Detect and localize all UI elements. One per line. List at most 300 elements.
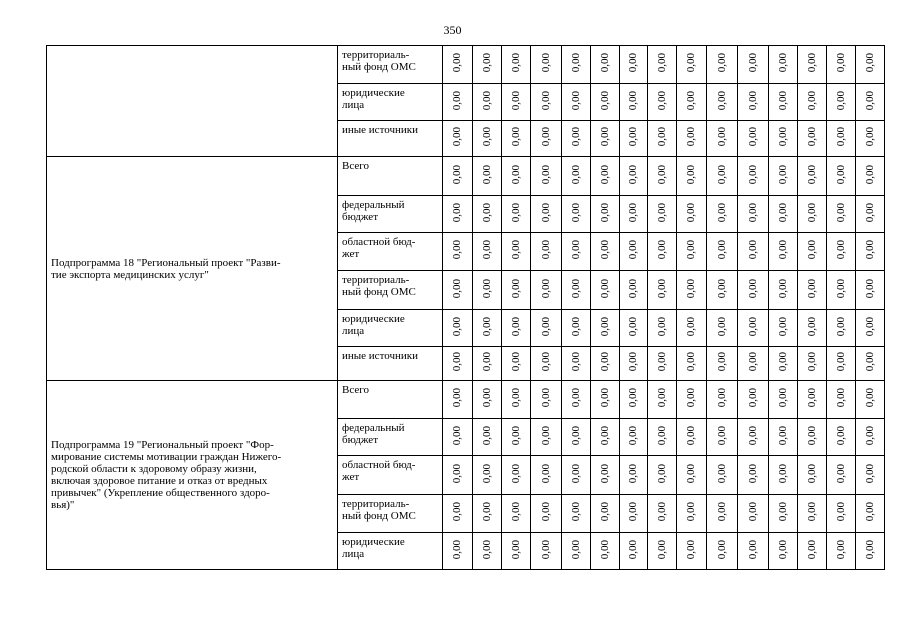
value-text: 0,00	[480, 316, 493, 337]
value-text: 0,00	[655, 53, 668, 73]
value-text: 0,00	[480, 202, 493, 223]
value-text: 0,00	[539, 202, 552, 223]
value-text: 0,00	[863, 316, 876, 337]
value-text: 0,00	[715, 316, 728, 337]
value-text: 0,00	[451, 202, 463, 223]
value-cell	[798, 419, 827, 456]
value-text: 0,00	[685, 502, 697, 522]
value-text: 0,00	[863, 425, 876, 446]
value-text: 0,00	[863, 502, 876, 522]
value-cell	[531, 310, 562, 347]
value-cell	[502, 419, 531, 456]
value-cell	[827, 121, 856, 157]
page-number: 350	[443, 23, 462, 37]
value-text: 0,00	[834, 278, 847, 299]
value-text: 0,00	[451, 316, 463, 337]
value-text: 0,00	[863, 53, 876, 73]
value-cell	[798, 121, 827, 157]
value-cell	[827, 381, 856, 419]
value-cell	[648, 84, 677, 121]
value-text: 0,00	[509, 53, 522, 73]
value-text: 0,00	[598, 502, 611, 522]
value-text: 0,00	[569, 425, 582, 446]
value-cell	[531, 157, 562, 196]
value-cell	[531, 84, 562, 121]
program-name-cell	[47, 46, 338, 157]
value-text: 0,00	[715, 90, 728, 111]
table-row	[47, 157, 885, 196]
value-text: 0,00	[509, 278, 522, 299]
value-cell	[677, 233, 707, 271]
value-text: 0,00	[805, 352, 818, 372]
value-cell	[738, 456, 769, 495]
value-text: 0,00	[509, 539, 522, 560]
value-text: 0,00	[834, 202, 847, 223]
value-cell	[502, 347, 531, 381]
value-text: 0,00	[715, 539, 728, 560]
value-text: 0,00	[509, 202, 522, 223]
value-text: 0,00	[655, 90, 668, 111]
value-cell	[707, 456, 738, 495]
program-name-cell: Подпрограмма 18 "Региональный проект "Разви- тие экспорта медицинских услуг"	[47, 157, 338, 381]
value-text: 0,00	[776, 463, 789, 484]
value-cell	[738, 196, 769, 233]
value-text: 0,00	[746, 90, 759, 111]
value-cell	[502, 233, 531, 271]
value-text: 0,00	[834, 127, 847, 147]
value-cell	[443, 310, 473, 347]
value-cell	[827, 310, 856, 347]
value-cell	[798, 233, 827, 271]
value-cell	[591, 347, 620, 381]
value-cell	[769, 233, 798, 271]
value-text: 0,00	[834, 164, 847, 185]
value-text: 0,00	[685, 240, 697, 260]
value-cell	[798, 495, 827, 533]
value-cell	[443, 157, 473, 196]
value-cell	[473, 381, 502, 419]
value-text: 0,00	[776, 90, 789, 111]
value-cell	[473, 196, 502, 233]
value-text: 0,00	[863, 240, 876, 260]
value-text: 0,00	[539, 463, 552, 484]
value-cell	[562, 495, 591, 533]
value-text: 0,00	[627, 278, 639, 299]
value-cell	[473, 456, 502, 495]
value-cell	[531, 495, 562, 533]
value-text: 0,00	[685, 53, 697, 73]
value-cell	[562, 121, 591, 157]
value-cell	[769, 419, 798, 456]
value-cell	[707, 121, 738, 157]
value-cell	[591, 456, 620, 495]
value-text: 0,00	[746, 502, 759, 522]
value-cell	[562, 533, 591, 570]
value-cell	[798, 196, 827, 233]
value-text: 0,00	[539, 164, 552, 185]
value-text: 0,00	[776, 388, 789, 408]
value-cell	[443, 495, 473, 533]
value-cell	[502, 46, 531, 84]
value-text: 0,00	[805, 539, 818, 560]
value-text: 0,00	[863, 202, 876, 223]
value-text: 0,00	[685, 463, 697, 484]
funding-source-cell: федеральный бюджет	[338, 419, 443, 456]
value-text: 0,00	[715, 463, 728, 484]
value-cell	[648, 233, 677, 271]
value-cell	[707, 495, 738, 533]
value-text: 0,00	[451, 53, 463, 73]
value-text: 0,00	[776, 425, 789, 446]
value-cell	[443, 347, 473, 381]
value-cell	[620, 495, 648, 533]
value-cell	[738, 233, 769, 271]
funding-source-cell: областной бюд- жет	[338, 456, 443, 495]
value-cell	[677, 271, 707, 310]
value-text: 0,00	[569, 240, 582, 260]
value-text: 0,00	[569, 388, 582, 408]
value-cell	[502, 495, 531, 533]
value-text: 0,00	[746, 202, 759, 223]
value-cell	[707, 271, 738, 310]
value-text: 0,00	[715, 388, 728, 408]
value-cell	[856, 121, 885, 157]
value-text: 0,00	[655, 502, 668, 522]
value-cell	[827, 271, 856, 310]
value-text: 0,00	[627, 202, 639, 223]
value-text: 0,00	[627, 463, 639, 484]
value-text: 0,00	[509, 388, 522, 408]
value-text: 0,00	[715, 278, 728, 299]
value-cell	[648, 196, 677, 233]
table-row	[47, 381, 885, 419]
value-cell	[677, 196, 707, 233]
funding-source-cell: Всего	[338, 381, 443, 419]
value-cell	[562, 196, 591, 233]
value-text: 0,00	[569, 127, 582, 147]
value-cell	[473, 84, 502, 121]
value-text: 0,00	[480, 53, 493, 73]
value-text: 0,00	[598, 463, 611, 484]
value-cell	[707, 347, 738, 381]
value-cell	[591, 121, 620, 157]
value-text: 0,00	[509, 425, 522, 446]
value-text: 0,00	[746, 127, 759, 147]
value-text: 0,00	[655, 127, 668, 147]
value-cell	[707, 419, 738, 456]
value-cell	[707, 46, 738, 84]
value-cell	[473, 121, 502, 157]
value-text: 0,00	[539, 539, 552, 560]
value-cell	[473, 271, 502, 310]
value-text: 0,00	[539, 388, 552, 408]
value-cell	[620, 46, 648, 84]
value-text: 0,00	[805, 278, 818, 299]
value-cell	[443, 196, 473, 233]
value-cell	[856, 84, 885, 121]
value-cell	[769, 157, 798, 196]
value-text: 0,00	[715, 425, 728, 446]
value-cell	[562, 84, 591, 121]
funding-source-cell: юридические лица	[338, 84, 443, 121]
funding-source-cell: областной бюд- жет	[338, 233, 443, 271]
value-cell	[798, 381, 827, 419]
value-text: 0,00	[746, 278, 759, 299]
value-text: 0,00	[569, 539, 582, 560]
value-cell	[443, 271, 473, 310]
value-text: 0,00	[655, 352, 668, 372]
value-cell	[591, 381, 620, 419]
value-text: 0,00	[480, 539, 493, 560]
value-cell	[798, 533, 827, 570]
value-cell	[648, 271, 677, 310]
value-cell	[827, 157, 856, 196]
value-text: 0,00	[715, 502, 728, 522]
value-cell	[648, 495, 677, 533]
value-cell	[591, 310, 620, 347]
value-text: 0,00	[655, 539, 668, 560]
value-text: 0,00	[655, 425, 668, 446]
value-text: 0,00	[863, 539, 876, 560]
value-cell	[677, 381, 707, 419]
value-text: 0,00	[509, 164, 522, 185]
value-text: 0,00	[451, 502, 463, 522]
value-text: 0,00	[655, 202, 668, 223]
value-text: 0,00	[539, 53, 552, 73]
value-cell	[856, 347, 885, 381]
value-text: 0,00	[685, 539, 697, 560]
value-cell	[856, 271, 885, 310]
value-cell	[827, 495, 856, 533]
value-text: 0,00	[627, 164, 639, 185]
value-cell	[677, 121, 707, 157]
value-text: 0,00	[834, 388, 847, 408]
value-cell	[591, 495, 620, 533]
value-cell	[620, 196, 648, 233]
value-text: 0,00	[627, 352, 639, 372]
value-text: 0,00	[746, 164, 759, 185]
table-row	[47, 46, 885, 84]
value-cell	[648, 419, 677, 456]
value-text: 0,00	[451, 127, 463, 147]
value-cell	[648, 121, 677, 157]
value-cell	[531, 381, 562, 419]
value-text: 0,00	[451, 539, 463, 560]
value-cell	[562, 381, 591, 419]
value-text: 0,00	[805, 316, 818, 337]
value-text: 0,00	[480, 90, 493, 111]
value-cell	[531, 419, 562, 456]
value-text: 0,00	[569, 502, 582, 522]
value-cell	[798, 84, 827, 121]
value-text: 0,00	[509, 127, 522, 147]
funding-source-cell: иные источники	[338, 347, 443, 381]
value-cell	[443, 233, 473, 271]
value-text: 0,00	[805, 463, 818, 484]
value-text: 0,00	[480, 164, 493, 185]
value-text: 0,00	[834, 539, 847, 560]
value-cell	[473, 347, 502, 381]
value-cell	[620, 84, 648, 121]
value-text: 0,00	[805, 240, 818, 260]
value-cell	[562, 157, 591, 196]
value-text: 0,00	[776, 539, 789, 560]
value-text: 0,00	[863, 127, 876, 147]
value-text: 0,00	[509, 240, 522, 260]
value-text: 0,00	[598, 127, 611, 147]
value-cell	[677, 495, 707, 533]
value-text: 0,00	[834, 53, 847, 73]
value-text: 0,00	[569, 202, 582, 223]
budget-table	[46, 45, 885, 570]
value-text: 0,00	[776, 240, 789, 260]
value-cell	[677, 419, 707, 456]
value-cell	[738, 347, 769, 381]
value-cell	[738, 381, 769, 419]
value-cell	[707, 157, 738, 196]
value-text: 0,00	[598, 352, 611, 372]
value-text: 0,00	[480, 388, 493, 408]
value-cell	[591, 533, 620, 570]
value-text: 0,00	[598, 539, 611, 560]
value-text: 0,00	[685, 127, 697, 147]
value-text: 0,00	[598, 90, 611, 111]
value-cell	[648, 157, 677, 196]
value-text: 0,00	[569, 164, 582, 185]
value-text: 0,00	[480, 425, 493, 446]
value-cell	[677, 157, 707, 196]
value-cell	[677, 310, 707, 347]
funding-source-cell: федеральный бюджет	[338, 196, 443, 233]
value-cell	[473, 310, 502, 347]
value-cell	[769, 196, 798, 233]
value-cell	[856, 381, 885, 419]
value-text: 0,00	[776, 127, 789, 147]
value-cell	[798, 310, 827, 347]
value-cell	[502, 533, 531, 570]
value-text: 0,00	[539, 425, 552, 446]
value-cell	[856, 46, 885, 84]
program-name-cell: Подпрограмма 19 "Региональный проект "Фор- мирование системы мотивации граждан Нижего- родской области к здоровому образу жизни, включая здоровое питание и отказ от вредных привычек" (Укрепление общественного здоро- вья)"	[47, 381, 338, 570]
value-text: 0,00	[569, 90, 582, 111]
value-text: 0,00	[598, 388, 611, 408]
value-text: 0,00	[715, 164, 728, 185]
value-text: 0,00	[539, 90, 552, 111]
value-cell	[738, 271, 769, 310]
value-text: 0,00	[863, 164, 876, 185]
value-cell	[769, 46, 798, 84]
value-text: 0,00	[509, 90, 522, 111]
value-text: 0,00	[539, 278, 552, 299]
value-cell	[769, 121, 798, 157]
value-text: 0,00	[685, 278, 697, 299]
value-cell	[502, 456, 531, 495]
value-text: 0,00	[715, 127, 728, 147]
value-cell	[738, 84, 769, 121]
value-cell	[473, 533, 502, 570]
value-text: 0,00	[715, 202, 728, 223]
value-cell	[620, 456, 648, 495]
value-cell	[648, 533, 677, 570]
value-cell	[856, 196, 885, 233]
value-cell	[591, 271, 620, 310]
value-cell	[769, 310, 798, 347]
value-cell	[620, 233, 648, 271]
value-text: 0,00	[685, 316, 697, 337]
value-cell	[677, 456, 707, 495]
value-text: 0,00	[451, 352, 463, 372]
value-cell	[827, 456, 856, 495]
value-text: 0,00	[598, 53, 611, 73]
value-text: 0,00	[569, 53, 582, 73]
value-cell	[591, 419, 620, 456]
value-text: 0,00	[451, 164, 463, 185]
value-text: 0,00	[655, 278, 668, 299]
value-text: 0,00	[569, 352, 582, 372]
value-cell	[707, 310, 738, 347]
value-cell	[620, 157, 648, 196]
value-cell	[562, 310, 591, 347]
value-cell	[856, 456, 885, 495]
value-cell	[798, 347, 827, 381]
value-cell	[591, 233, 620, 271]
value-cell	[707, 233, 738, 271]
funding-source-cell: юридические лица	[338, 533, 443, 570]
value-cell	[620, 310, 648, 347]
value-cell	[798, 157, 827, 196]
value-text: 0,00	[627, 425, 639, 446]
value-cell	[443, 46, 473, 84]
value-cell	[856, 233, 885, 271]
value-cell	[443, 456, 473, 495]
value-cell	[648, 381, 677, 419]
value-cell	[473, 157, 502, 196]
value-cell	[798, 271, 827, 310]
funding-source-cell: территориаль- ный фонд ОМС	[338, 495, 443, 533]
value-cell	[738, 157, 769, 196]
value-text: 0,00	[627, 539, 639, 560]
value-cell	[827, 533, 856, 570]
value-text: 0,00	[685, 164, 697, 185]
value-text: 0,00	[776, 352, 789, 372]
value-text: 0,00	[715, 240, 728, 260]
value-text: 0,00	[539, 352, 552, 372]
value-text: 0,00	[685, 90, 697, 111]
value-cell	[443, 419, 473, 456]
value-cell	[502, 381, 531, 419]
value-text: 0,00	[451, 240, 463, 260]
value-cell	[620, 121, 648, 157]
value-cell	[591, 157, 620, 196]
value-cell	[648, 347, 677, 381]
value-text: 0,00	[627, 388, 639, 408]
value-text: 0,00	[627, 53, 639, 73]
value-text: 0,00	[539, 316, 552, 337]
funding-source-cell: Всего	[338, 157, 443, 196]
value-text: 0,00	[451, 388, 463, 408]
value-text: 0,00	[834, 463, 847, 484]
value-text: 0,00	[569, 463, 582, 484]
value-cell	[531, 121, 562, 157]
value-text: 0,00	[655, 388, 668, 408]
value-cell	[502, 271, 531, 310]
value-text: 0,00	[834, 352, 847, 372]
value-text: 0,00	[480, 278, 493, 299]
value-cell	[707, 196, 738, 233]
value-cell	[769, 381, 798, 419]
value-text: 0,00	[655, 164, 668, 185]
value-text: 0,00	[834, 502, 847, 522]
